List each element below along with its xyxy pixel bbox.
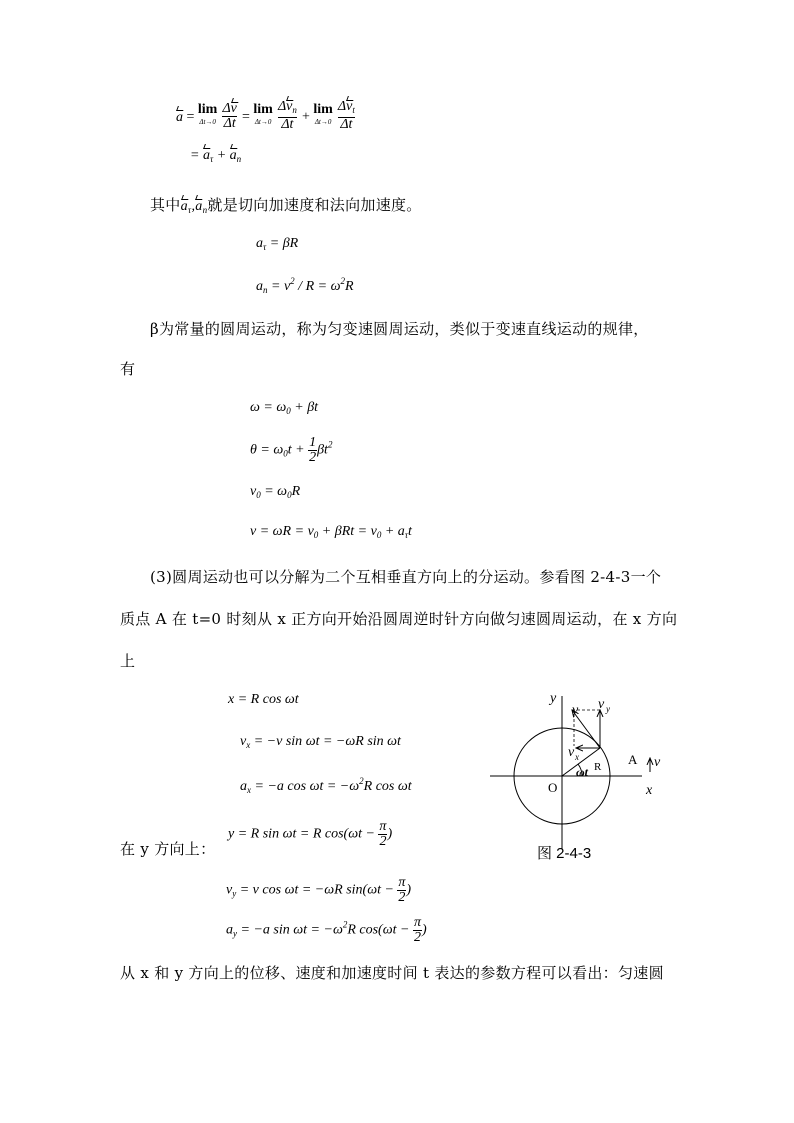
equation-ay: $a_y = -a$ $\sin \omega t = -\omega^2R$ cos(ωt − $\frac{\pi}{2}$ ) bbox=[226, 915, 427, 945]
paragraph-decomposition-line2: 质点 A 在 t=0 时刻从 x 正方向开始沿圆周逆时针方向做匀速圆周运动，在 x 方向 bbox=[120, 610, 678, 628]
equation-ax: $a_x = -a$ $\cos \omega t = -\omega^2R$ cos ωt bbox=[240, 776, 412, 795]
equation-a-tau: $a_\tau = \beta R$ bbox=[256, 236, 299, 252]
paragraph-tangential-normal: 其中$a_\tau,a_n$就是切向加速度和法向加速度。 bbox=[150, 196, 422, 215]
label-omega-t: ωt bbox=[576, 765, 589, 779]
equation-a-n: $a_n = v^2 / R = \omega^2R$ bbox=[256, 276, 354, 295]
equation-x: x = R cos ωt bbox=[228, 692, 299, 707]
label-A: A bbox=[628, 752, 638, 767]
label-y: y bbox=[550, 691, 557, 706]
label-v-top: v bbox=[572, 703, 579, 718]
paragraph-text: 就是切向加速度和法向加速度。 bbox=[207, 196, 422, 214]
label-vx: v bbox=[568, 745, 575, 760]
label-vy: v bbox=[598, 697, 605, 712]
paragraph-decomposition-line3: 上 bbox=[120, 652, 136, 670]
equation-y: y = R sin ωt = R cos(ωt − $\frac{\pi}{2}$ ) bbox=[228, 819, 393, 849]
equation-v0: $v_0 = \omega_0R$ bbox=[250, 484, 301, 500]
paragraph-uniform-variable-cont: 有 bbox=[120, 360, 136, 378]
paragraph-conclusion: 从 x 和 y 方向上的位移、速度和加速度时间 t 表达的参数方程可以看出：匀速圆 bbox=[120, 964, 664, 982]
equation-theta: $\theta = \omega_0t$ + $\frac{1}{2}$ $\beta t^2$ bbox=[250, 435, 333, 465]
figure-caption: 图 2-4-3 bbox=[537, 845, 592, 862]
equation-omega: $\omega = \omega_0 + \beta t$ bbox=[250, 400, 319, 416]
label-vy-sub: y bbox=[606, 704, 610, 714]
label-v-small: v bbox=[654, 755, 661, 770]
paragraph-y-direction: 在 y 方向上： bbox=[120, 840, 216, 858]
equation-v: $v = \omega R = v_0 + \beta Rt = v_0 + a_\tau t$ bbox=[250, 524, 412, 540]
label-vx-sub: x bbox=[575, 752, 579, 762]
paragraph-uniform-variable: β为常量的圆周运动，称为匀变速圆周运动，类似于变速直线运动的规律， bbox=[150, 320, 649, 338]
label-R: R bbox=[594, 761, 602, 773]
equation-vy: $v_y = v$ cos ωt = −ωR sin(ωt − $\frac{\pi}{2}$ ) bbox=[226, 875, 412, 905]
equation-vx: $v_x = -v$ sin ωt = −ωR sin ωt bbox=[240, 734, 401, 750]
figure-circular-motion bbox=[486, 684, 676, 864]
label-origin: O bbox=[548, 780, 558, 795]
equation-acceleration-sum: = $a_\tau + a_n$ bbox=[190, 148, 242, 164]
paragraph-decomposition: (3)圆周运动也可以分解为二个互相垂直方向上的分运动。参看图 2-4-3一个 bbox=[150, 568, 662, 586]
paragraph-text: 其中 bbox=[150, 196, 181, 214]
label-x: x bbox=[646, 783, 653, 798]
equation-acceleration-limit: a = lim Δt→0 $\frac{\Delta v}{\Delta t}$ = lim Δt→0 $\frac{\Delta v_n}{\Delta t}$ + lim Δt→0 $\frac{\Delta v_t}{\Delta t}$ bbox=[176, 99, 355, 132]
